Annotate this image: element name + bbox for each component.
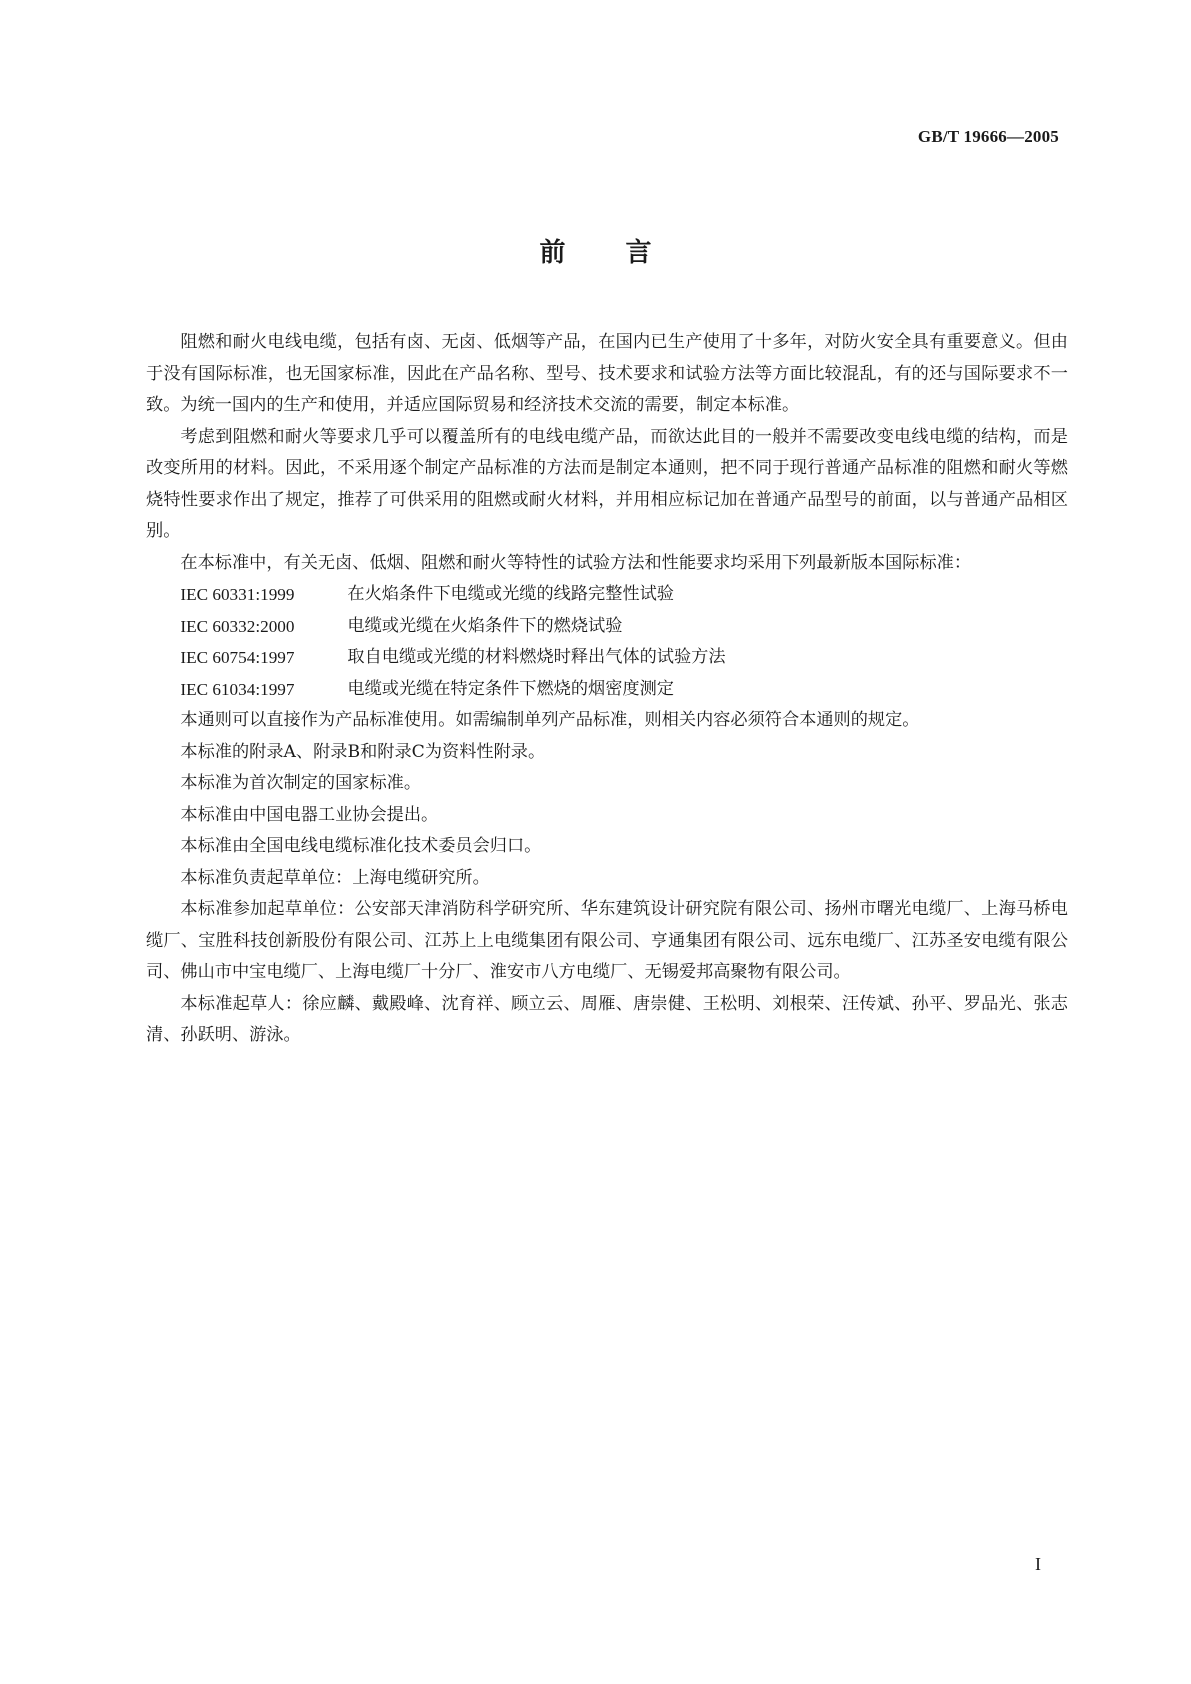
title-char-2: 言 bbox=[625, 238, 652, 268]
reference-title: 电缆或光缆在特定条件下燃烧的烟密度测定 bbox=[347, 678, 674, 699]
page-title bbox=[0, 232, 1191, 269]
reference-code: IEC 60331:1999 bbox=[180, 585, 295, 604]
paragraph: 本标准为首次制定的国家标准。 bbox=[180, 773, 422, 793]
reference-item bbox=[146, 611, 1068, 643]
paragraph: 本标准参加起草单位：公安部天津消防科学研究所、华东建筑设计研究院有限公司、扬州市曙光电缆厂、上海马桥电缆厂、宝胜科技创新股份有限公司、江苏上上电缆集团有限公司、亨通集团有限公司、远东电缆厂、江苏圣安电缆有限公司、佛山市中宝电缆厂、上海电缆厂十分厂、淮安市八方电缆厂、无锡爱邦高聚物有限公司。 bbox=[146, 899, 1068, 982]
paragraph: 考虑到阻燃和耐火等要求几乎可以覆盖所有的电线电缆产品，而欲达此目的一般并不需要改变电线电缆的结构，而是改变所用的材料。因此，不采用逐个制定产品标准的方法而是制定本通则，把不同于现行普通产品标准的阻燃和耐火等燃烧特性要求作出了规定，推荐了可供采用的阻燃或耐火材料，并用相应标记加在普通产品型号的前面，以与普通产品相区别。 bbox=[146, 426, 1068, 541]
reference-item bbox=[146, 579, 1068, 611]
paragraph: 在本标准中，有关无卤、低烟、阻燃和耐火等特性的试验方法和性能要求均采用下列最新版本国际标准： bbox=[180, 552, 972, 573]
paragraph: 阻燃和耐火电线电缆，包括有卤、无卤、低烟等产品，在国内已生产使用了十多年，对防火安全具有重要意义。但由于没有国际标准，也无国家标准，因此在产品名称、型号、技术要求和试验方法等方面比较混乱，有的还与国际要求不一致。为统一国内的生产和使用，并适应国际贸易和经济技术交流的需要，制定本标准。 bbox=[146, 332, 1068, 415]
paragraph: 本标准的附录A、附录B和附录C为资料性附录。 bbox=[180, 741, 546, 762]
reference-code: IEC 61034:1997 bbox=[180, 679, 295, 699]
paragraph: 本标准由全国电线电缆标准化技术委员会归口。 bbox=[180, 836, 542, 856]
paragraph: 本通则可以直接作为产品标准使用。如需编制单列产品标准，则相关内容必须符合本通则的规定。 bbox=[180, 710, 920, 730]
reference-item bbox=[146, 674, 1068, 706]
reference-title: 电缆或光缆在火焰条件下的燃烧试验 bbox=[347, 615, 623, 636]
paragraph: 本标准起草人：徐应麟、戴殿峰、沈育祥、顾立云、周雁、唐崇健、王松明、刘根荣、汪传斌、孙平、罗品光、张志清、孙跃明、游泳。 bbox=[146, 993, 1068, 1045]
reference-code: IEC 60754:1997 bbox=[180, 648, 295, 667]
paragraph: 本标准负责起草单位：上海电缆研究所。 bbox=[180, 867, 490, 888]
reference-code: IEC 60332:2000 bbox=[180, 616, 295, 636]
reference-title: 取自电缆或光缆的材料燃烧时释出气体的试验方法 bbox=[347, 647, 726, 667]
page-number: I bbox=[1035, 1554, 1041, 1574]
title-char-1: 前 bbox=[539, 238, 566, 268]
paragraph: 本标准由中国电器工业协会提出。 bbox=[180, 804, 439, 825]
reference-title: 在火焰条件下电缆或光缆的线路完整性试验 bbox=[347, 584, 674, 604]
foreword-body bbox=[146, 327, 1068, 1052]
standard-code: GB/T 19666—2005 bbox=[917, 127, 1059, 146]
reference-item bbox=[146, 642, 1068, 674]
